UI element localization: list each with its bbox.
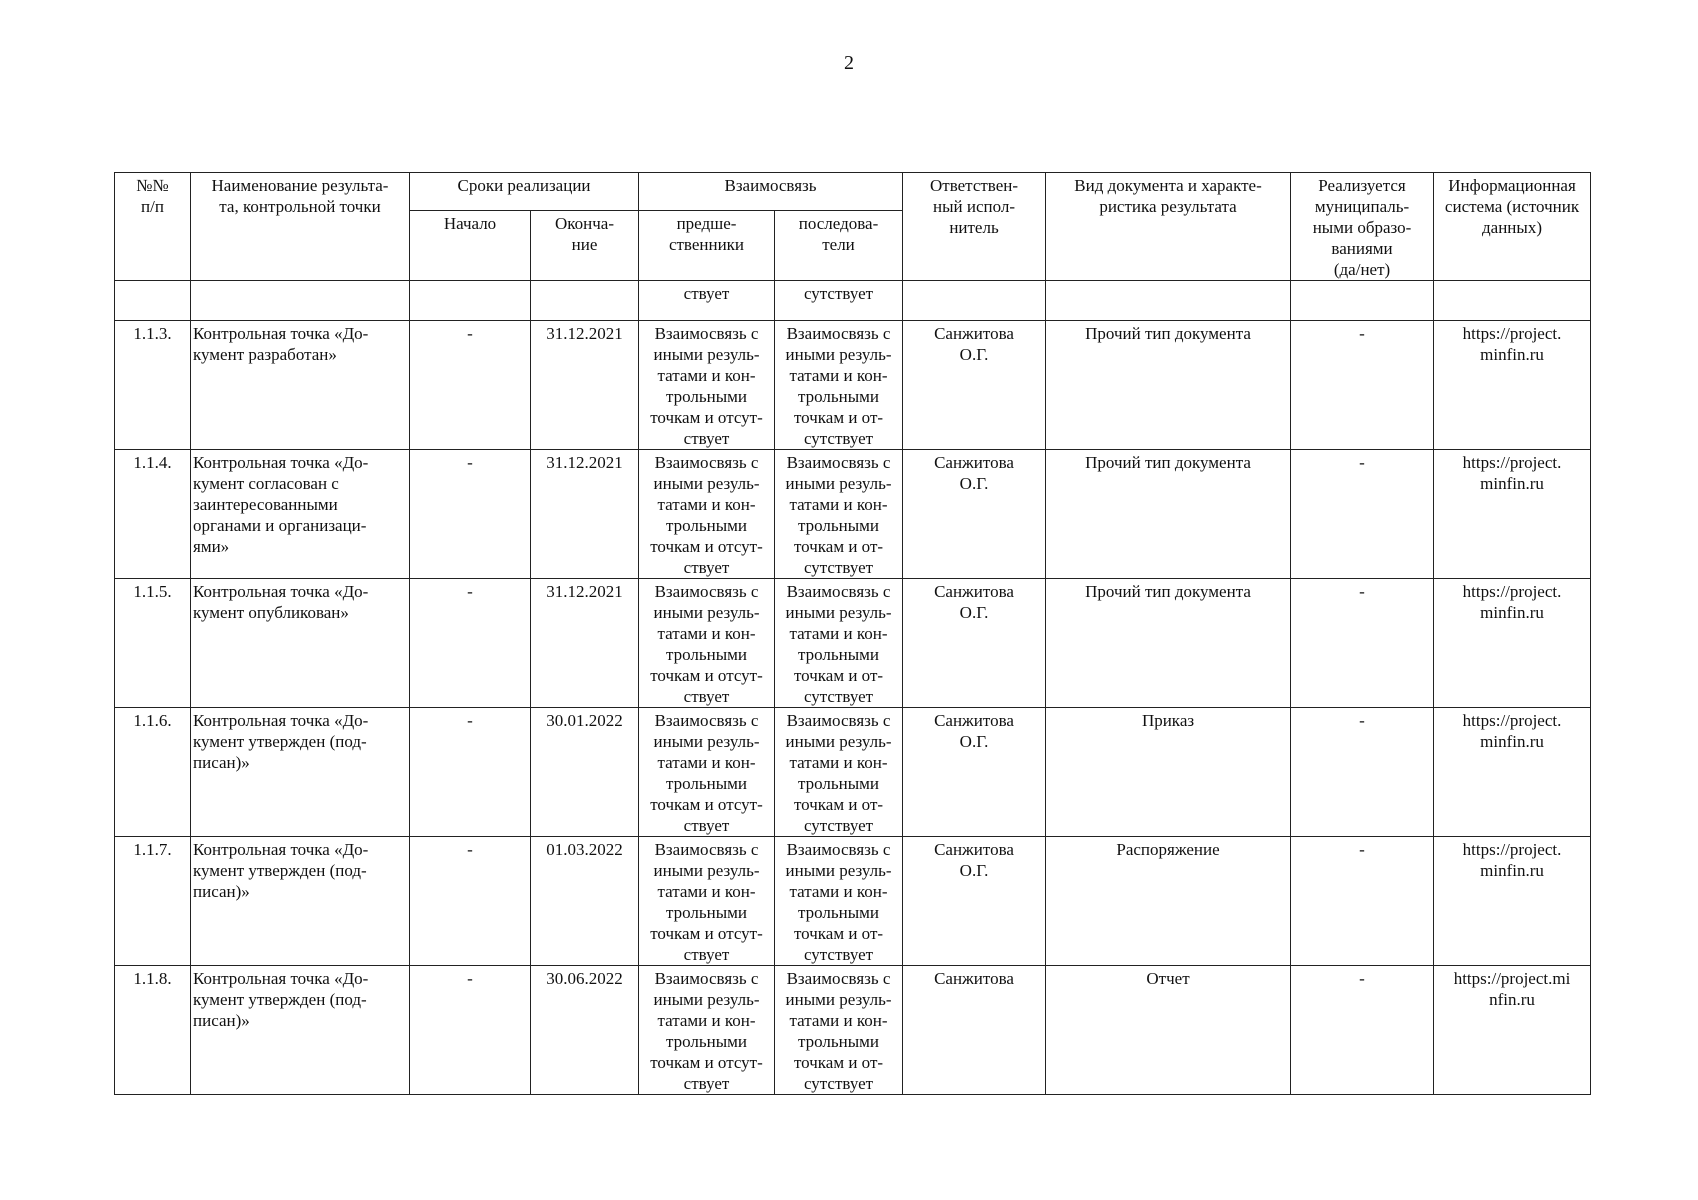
header-municipal: Реализуется муниципаль- ными образо- ваниями (да/нет)	[1291, 173, 1434, 281]
cell-municipal: -	[1291, 450, 1434, 579]
header-info-system: Информационная система (источник данных)	[1434, 173, 1591, 281]
cell-end: 31.12.2021	[531, 321, 639, 450]
table-row	[115, 966, 1591, 1095]
cell-name: Контрольная точка «До- кумент разработан»	[191, 321, 410, 450]
cell-info-system: https://project. minfin.ru	[1434, 837, 1591, 966]
cell-name: Контрольная точка «До- кумент утвержден (под- писан)»	[191, 708, 410, 837]
header-name: Наименование результа- та, контрольной точки	[191, 173, 410, 281]
cell-info-system: https://project. minfin.ru	[1434, 321, 1591, 450]
cell-start: -	[410, 450, 531, 579]
cell-start: -	[410, 708, 531, 837]
cell-num: 1.1.6.	[115, 708, 191, 837]
cell-name: Контрольная точка «До- кумент опубликован»	[191, 579, 410, 708]
header-doc-type: Вид документа и характе- ристика результата	[1046, 173, 1291, 281]
header-row-1	[115, 173, 1591, 211]
cell-doc-type: Отчет	[1046, 966, 1291, 1095]
header-terms: Сроки реализации	[410, 173, 639, 211]
cell-successors: Взаимосвязь с иными резуль- татами и кон- трольными точкам и от- сутствует	[775, 837, 903, 966]
cell-responsible: Санжитова О.Г.	[903, 837, 1046, 966]
cell-end: 30.01.2022	[531, 708, 639, 837]
cell-responsible: Санжитова О.Г.	[903, 450, 1046, 579]
header-responsible: Ответствен- ный испол- нитель	[903, 173, 1046, 281]
cell-num: 1.1.3.	[115, 321, 191, 450]
cell-predecessors: Взаимосвязь с иными резуль- татами и кон- трольными точкам и отсут- ствует	[639, 579, 775, 708]
plan-table	[114, 172, 1591, 1095]
cell-start: -	[410, 321, 531, 450]
table-row	[115, 837, 1591, 966]
table-row	[115, 579, 1591, 708]
cell-responsible: Санжитова О.Г.	[903, 321, 1046, 450]
cell-start: -	[410, 579, 531, 708]
cell-info-system: https://project. minfin.ru	[1434, 579, 1591, 708]
cell-predecessors: Взаимосвязь с иными резуль- татами и кон- трольными точкам и отсут- ствует	[639, 837, 775, 966]
table-cell	[531, 281, 639, 321]
cont-successors: сутствует	[775, 281, 903, 321]
cell-name: Контрольная точка «До- кумент согласован с заинтересованными органами и организаци- ями»	[191, 450, 410, 579]
table-cell	[191, 281, 410, 321]
cell-end: 01.03.2022	[531, 837, 639, 966]
cell-info-system: https://project. minfin.ru	[1434, 708, 1591, 837]
cell-num: 1.1.7.	[115, 837, 191, 966]
page-number: 2	[844, 52, 854, 74]
cell-num: 1.1.8.	[115, 966, 191, 1095]
cont-predecessors: ствует	[639, 281, 775, 321]
cell-predecessors: Взаимосвязь с иными резуль- татами и кон- трольными точкам и отсут- ствует	[639, 708, 775, 837]
cell-doc-type: Прочий тип документа	[1046, 450, 1291, 579]
cell-info-system: https://project. minfin.ru	[1434, 450, 1591, 579]
table-cell	[410, 281, 531, 321]
table-row	[115, 450, 1591, 579]
table-cell	[903, 281, 1046, 321]
cell-doc-type: Приказ	[1046, 708, 1291, 837]
cell-end: 31.12.2021	[531, 579, 639, 708]
cell-doc-type: Прочий тип документа	[1046, 321, 1291, 450]
cell-num: 1.1.5.	[115, 579, 191, 708]
header-relation: Взаимосвязь	[639, 173, 903, 211]
cell-start: -	[410, 966, 531, 1095]
table-cell	[1046, 281, 1291, 321]
header-predecessors: предше- ственники	[639, 210, 775, 280]
cell-predecessors: Взаимосвязь с иными резуль- татами и кон- трольными точкам и отсут- ствует	[639, 966, 775, 1095]
cell-predecessors: Взаимосвязь с иными резуль- татами и кон- трольными точкам и отсут- ствует	[639, 321, 775, 450]
cell-end: 30.06.2022	[531, 966, 639, 1095]
cell-name: Контрольная точка «До- кумент утвержден (под- писан)»	[191, 966, 410, 1095]
cell-name: Контрольная точка «До- кумент утвержден (под- писан)»	[191, 837, 410, 966]
table-row	[115, 708, 1591, 837]
cell-successors: Взаимосвязь с иными резуль- татами и кон- трольными точкам и от- сутствует	[775, 966, 903, 1095]
cell-info-system: https://project.mi nfin.ru	[1434, 966, 1591, 1095]
cell-num: 1.1.4.	[115, 450, 191, 579]
cell-doc-type: Прочий тип документа	[1046, 579, 1291, 708]
cell-responsible: Санжитова О.Г.	[903, 579, 1046, 708]
header-start: Начало	[410, 210, 531, 280]
cell-start: -	[410, 837, 531, 966]
table-cell	[115, 281, 191, 321]
cell-predecessors: Взаимосвязь с иными резуль- татами и кон- трольными точкам и отсут- ствует	[639, 450, 775, 579]
cell-doc-type: Распоряжение	[1046, 837, 1291, 966]
continuation-row	[115, 281, 1591, 321]
cell-municipal: -	[1291, 321, 1434, 450]
table-cell	[1434, 281, 1591, 321]
cell-municipal: -	[1291, 837, 1434, 966]
cell-successors: Взаимосвязь с иными резуль- татами и кон- трольными точкам и от- сутствует	[775, 450, 903, 579]
header-num: №№ п/п	[115, 173, 191, 281]
cell-municipal: -	[1291, 966, 1434, 1095]
header-end: Оконча- ние	[531, 210, 639, 280]
cell-responsible: Санжитова О.Г.	[903, 708, 1046, 837]
cell-successors: Взаимосвязь с иными резуль- татами и кон- трольными точкам и от- сутствует	[775, 321, 903, 450]
cell-successors: Взаимосвязь с иными резуль- татами и кон- трольными точкам и от- сутствует	[775, 708, 903, 837]
table-row	[115, 321, 1591, 450]
cell-end: 31.12.2021	[531, 450, 639, 579]
table-cell	[1291, 281, 1434, 321]
cell-municipal: -	[1291, 579, 1434, 708]
cell-municipal: -	[1291, 708, 1434, 837]
header-successors: последова- тели	[775, 210, 903, 280]
cell-successors: Взаимосвязь с иными резуль- татами и кон- трольными точкам и от- сутствует	[775, 579, 903, 708]
cell-responsible: Санжитова	[903, 966, 1046, 1095]
